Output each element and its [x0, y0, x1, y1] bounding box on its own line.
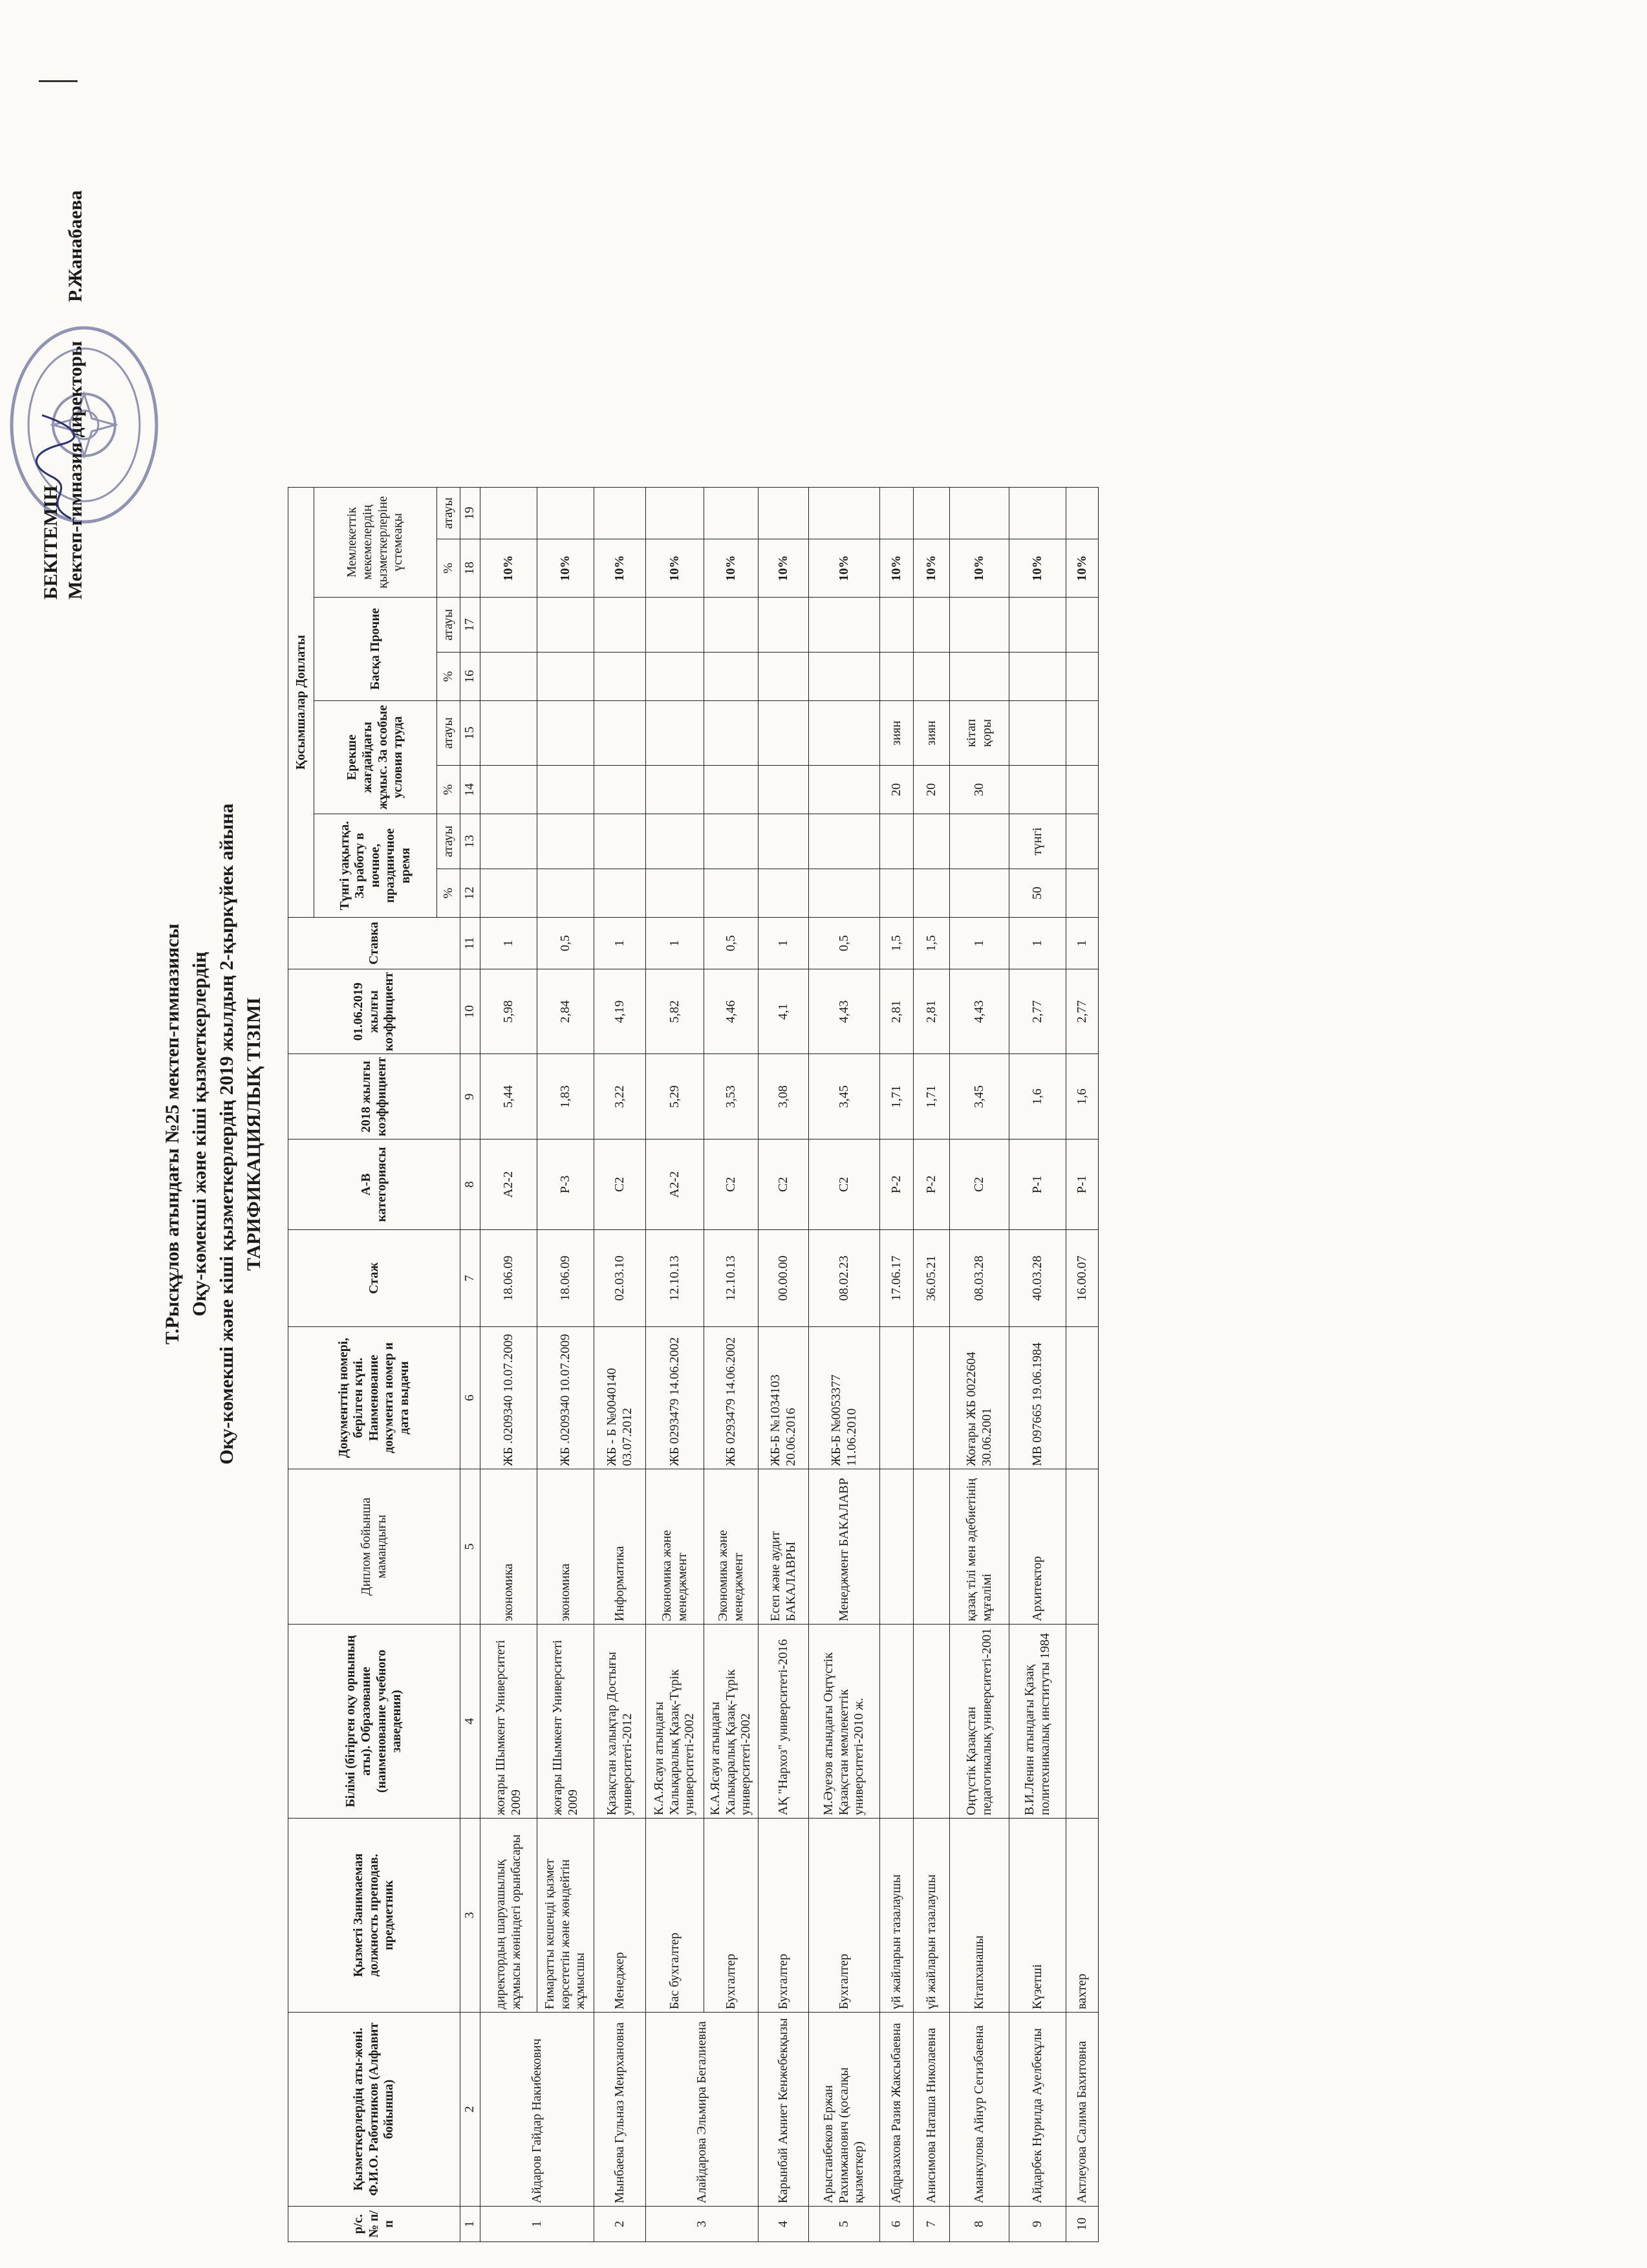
- cell-document: Жоғары ЖБ 0022604 30.06.2001: [950, 1327, 1009, 1469]
- cell-position: Күзетші: [1009, 1819, 1066, 2013]
- header-line-2: Оқу-көмекші және кіші қызметкерлердің: [189, 951, 210, 1317]
- cell-special-name: [759, 701, 809, 766]
- subheader-name: атауы: [437, 814, 460, 869]
- cell-other-name: [646, 598, 704, 653]
- cell-coef-2018: 1,6: [1009, 1054, 1066, 1139]
- cell-position: үй жайларын тазалаушы: [914, 1819, 950, 2013]
- cell-employee-name: Актлеуова Салима Бахитовна: [1066, 2013, 1099, 2207]
- cell-education: АҚ "Нархоз" университеті-2016: [759, 1625, 809, 1819]
- table-row: [809, 488, 880, 2242]
- cell-specialty: [1066, 1469, 1099, 1625]
- cell-employee-name: Анисимова Наташа Николаевна: [914, 2013, 950, 2207]
- cell-stazh: 08.03.28: [950, 1230, 1009, 1327]
- cell-night-name: [914, 814, 950, 869]
- column-number: 18: [460, 539, 480, 598]
- cell-coef-2018: 1,6: [1066, 1054, 1099, 1139]
- cell-education: Оңтүстік Қазақстан педагогикалық университеті-2001: [950, 1625, 1009, 1819]
- cell-special-pct: 30: [950, 766, 1009, 814]
- cell-state-pct: 10%: [1009, 539, 1066, 598]
- cell-night-pct: [646, 869, 704, 918]
- cell-coef-2019: 2,77: [1009, 969, 1066, 1055]
- table-row: [704, 488, 759, 2242]
- column-number: 1: [460, 2207, 480, 2242]
- cell-employee-name: Айдаров Гайдар Накибекович: [480, 2013, 594, 2207]
- cell-night-name: [880, 814, 914, 869]
- cell-special-pct: [1066, 766, 1099, 814]
- cell-coef-2019: 4,46: [704, 969, 759, 1055]
- cell-night-name: [950, 814, 1009, 869]
- cell-coef-2019: 2,81: [914, 969, 950, 1055]
- cell-category: С2: [950, 1139, 1009, 1230]
- column-number: 17: [460, 598, 480, 653]
- cell-category: С2: [759, 1139, 809, 1230]
- cell-category: Р-2: [880, 1139, 914, 1230]
- cell-stazh: 12.10.13: [704, 1230, 759, 1327]
- cell-document: [1066, 1327, 1099, 1469]
- signature: [32, 412, 84, 522]
- table-row: [759, 488, 809, 2242]
- cell-education: К.А.Ясауи атындағы Халықаралық Қазақ-Түрік университеті-2002: [646, 1625, 704, 1819]
- cell-employee-name: Карынбай Акниет Кенжебекқызы: [759, 2013, 809, 2207]
- cell-special-name: зиян: [880, 701, 914, 766]
- cell-special-pct: [594, 766, 646, 814]
- table-row: [1009, 488, 1066, 2242]
- subheader-name: атауы: [437, 701, 460, 766]
- cell-document: ЖБ .0209340 10.07.2009: [537, 1327, 594, 1469]
- cell-special-pct: 20: [880, 766, 914, 814]
- table-body: [480, 488, 1099, 2242]
- cell-category: Р-1: [1066, 1139, 1099, 1230]
- cell-specialty: қазақ тілі мен әдебиетінің мұғалімі: [950, 1469, 1009, 1625]
- column-number: 6: [460, 1327, 480, 1469]
- cell-night-name: [480, 814, 537, 869]
- cell-other-name: [914, 598, 950, 653]
- cell-other-pct: [880, 653, 914, 701]
- column-number: 2: [460, 2013, 480, 2207]
- col-header-specialty: Диплом бойынша мамандығы: [288, 1469, 460, 1625]
- cell-employee-name: Мынбаева Гульназ Меирхановна: [594, 2013, 646, 2207]
- cell-coef-2018: 3,45: [809, 1054, 880, 1139]
- subheader-name: атауы: [437, 488, 460, 539]
- cell-night-name: [646, 814, 704, 869]
- cell-row-number: 2: [594, 2207, 646, 2242]
- cell-state-pct: 10%: [880, 539, 914, 598]
- cell-document: [880, 1327, 914, 1469]
- cell-coef-2018: 5,29: [646, 1054, 704, 1139]
- cell-specialty: Экономика және менеджмент: [704, 1469, 759, 1625]
- cell-education: М.Әуезов атындағы Оңтүстік Қазақстан мемлекеттік университеті-2010 ж.: [809, 1625, 880, 1819]
- cell-specialty: экономика: [480, 1469, 537, 1625]
- cell-state-name: [809, 488, 880, 539]
- cell-row-number: 5: [809, 2207, 880, 2242]
- cell-document: ЖБ 0293479 14.06.2002: [646, 1327, 704, 1469]
- cell-row-number: 7: [914, 2207, 950, 2242]
- cell-state-name: [1009, 488, 1066, 539]
- cell-document: [914, 1327, 950, 1469]
- cell-position: Бас бухгалтер: [646, 1819, 704, 2013]
- cell-other-name: [537, 598, 594, 653]
- cell-other-pct: [950, 653, 1009, 701]
- cell-other-name: [704, 598, 759, 653]
- cell-education: В.И.Ленин атындағы Қазақ политехникалық институты 1984: [1009, 1625, 1066, 1819]
- cell-stazh: 08.02.23: [809, 1230, 880, 1327]
- col-header-num: р/с.№ п/п: [288, 2207, 460, 2242]
- cell-specialty: Экономика және менеджмент: [646, 1469, 704, 1625]
- cell-state-pct: 10%: [480, 539, 537, 598]
- cell-night-name: [594, 814, 646, 869]
- cell-coef-2018: 1,71: [914, 1054, 950, 1139]
- approval-block: [39, 341, 87, 599]
- col-header-rate: Ставка: [288, 918, 460, 969]
- column-number: 4: [460, 1625, 480, 1819]
- cell-night-name: [759, 814, 809, 869]
- col-header-extra-pay: Қосымшалар Доплаты: [288, 488, 314, 918]
- cell-employee-name: Айдарбек Нурилда Ауелбекұлы: [1009, 2013, 1066, 2207]
- cell-rate: 1: [594, 918, 646, 969]
- cell-state-pct: 10%: [704, 539, 759, 598]
- cell-state-pct: 10%: [759, 539, 809, 598]
- cell-row-number: 4: [759, 2207, 809, 2242]
- col-header-state: Мемлекеттік мекемелердің қызметкерлеріне үстемеақы: [314, 488, 437, 598]
- cell-coef-2019: 5,82: [646, 969, 704, 1055]
- cell-row-number: 9: [1009, 2207, 1066, 2242]
- cell-night-pct: [537, 869, 594, 918]
- cell-position: Бухгалтер: [809, 1819, 880, 2013]
- cell-other-name: [950, 598, 1009, 653]
- cell-night-name: [1066, 814, 1099, 869]
- cell-state-pct: 10%: [950, 539, 1009, 598]
- cell-rate: 0,5: [704, 918, 759, 969]
- cell-document: ЖБ 0293479 14.06.2002: [704, 1327, 759, 1469]
- cell-other-pct: [594, 653, 646, 701]
- cell-special-name: [704, 701, 759, 766]
- cell-night-pct: [880, 869, 914, 918]
- cell-coef-2018: 5,44: [480, 1054, 537, 1139]
- col-header-coef-2019: 01.06.2019 жылғы коэффициент: [288, 969, 460, 1055]
- subheader-pct: %: [437, 766, 460, 814]
- cell-coef-2019: 4,19: [594, 969, 646, 1055]
- cell-stazh: 02.03.10: [594, 1230, 646, 1327]
- cell-specialty: экономика: [537, 1469, 594, 1625]
- cell-night-name: түнгі: [1009, 814, 1066, 869]
- cell-education: жоғары Шымкент Университеті 2009: [480, 1625, 537, 1819]
- cell-state-pct: 10%: [646, 539, 704, 598]
- cell-education: [880, 1625, 914, 1819]
- cell-other-pct: [809, 653, 880, 701]
- cell-other-pct: [480, 653, 537, 701]
- cell-special-name: [1066, 701, 1099, 766]
- cell-state-pct: 10%: [914, 539, 950, 598]
- cell-special-name: [480, 701, 537, 766]
- col-header-category: А-В категориясы: [288, 1139, 460, 1230]
- table-row: [914, 488, 950, 2242]
- cell-position: вахтер: [1066, 1819, 1099, 2013]
- cell-special-pct: [480, 766, 537, 814]
- cell-state-pct: 10%: [537, 539, 594, 598]
- cell-night-pct: [480, 869, 537, 918]
- cell-document: ЖБ-Б №0053377 11.06.2010: [809, 1327, 880, 1469]
- column-number: 3: [460, 1819, 480, 2013]
- cell-other-name: [880, 598, 914, 653]
- cell-other-pct: [1066, 653, 1099, 701]
- cell-state-name: [704, 488, 759, 539]
- col-header-name: Қызметкерлердің аты-жөні. Ф.И.О. Работников (Алфавит бойынша): [288, 2013, 460, 2207]
- cell-special-name: кітап қоры: [950, 701, 1009, 766]
- cell-coef-2019: 2,81: [880, 969, 914, 1055]
- col-header-document: Документтің номері, берілген күні. Наименование документа номер и дата выдачи: [288, 1327, 460, 1469]
- cell-state-name: [759, 488, 809, 539]
- subheader-name: атауы: [437, 598, 460, 653]
- column-number: 9: [460, 1054, 480, 1139]
- cell-special-name: зиян: [914, 701, 950, 766]
- table-row: [537, 488, 594, 2242]
- cell-other-pct: [914, 653, 950, 701]
- cell-state-name: [646, 488, 704, 539]
- cell-night-pct: [809, 869, 880, 918]
- table-row: [880, 488, 914, 2242]
- cell-state-pct: 10%: [594, 539, 646, 598]
- col-header-position: Қызметі Занимаемая должность преподав. предметник: [288, 1819, 460, 2013]
- cell-other-name: [1066, 598, 1099, 653]
- cell-other-pct: [646, 653, 704, 701]
- cell-night-name: [537, 814, 594, 869]
- cell-special-pct: [704, 766, 759, 814]
- column-number: 5: [460, 1469, 480, 1625]
- cell-special-pct: [646, 766, 704, 814]
- cell-row-number: 10: [1066, 2207, 1099, 2242]
- column-number: 13: [460, 814, 480, 869]
- cell-stazh: 18.06.09: [537, 1230, 594, 1327]
- cell-other-name: [594, 598, 646, 653]
- cell-rate: 0,5: [537, 918, 594, 969]
- cell-coef-2018: 1,71: [880, 1054, 914, 1139]
- cell-row-number: 6: [880, 2207, 914, 2242]
- cell-other-name: [1009, 598, 1066, 653]
- cell-special-pct: 20: [914, 766, 950, 814]
- col-header-night: Түнгі уақытқа. За работу в ночное, праздничное время: [314, 814, 437, 918]
- cell-position: директордың шаруашылық жұмысы жөніндегі орынбасары: [480, 1819, 537, 2013]
- approval-label: БЕКІТЕМІН: [40, 485, 61, 599]
- cell-state-name: [914, 488, 950, 539]
- cell-night-pct: [704, 869, 759, 918]
- cell-stazh: 16.00.07: [1066, 1230, 1099, 1327]
- cell-category: С2: [809, 1139, 880, 1230]
- cell-position: Ғимаратты кешенді қызмет көрсететін және жөндейтін жұмысшы: [537, 1819, 594, 2013]
- cell-stazh: 12.10.13: [646, 1230, 704, 1327]
- table-row: [594, 488, 646, 2242]
- cell-rate: 1: [1009, 918, 1066, 969]
- cell-state-name: [950, 488, 1009, 539]
- cell-other-pct: [759, 653, 809, 701]
- cell-document: ЖБ .0209340 10.07.2009: [480, 1327, 537, 1469]
- cell-special-pct: [759, 766, 809, 814]
- cell-night-pct: 50: [1009, 869, 1066, 918]
- cell-stazh: 17.06.17: [880, 1230, 914, 1327]
- cell-category: Р-1: [1009, 1139, 1066, 1230]
- subheader-pct: %: [437, 653, 460, 701]
- cell-state-name: [537, 488, 594, 539]
- document-title: ТАРИФИКАЦИЯЛЫҚ ТІЗІМІ: [243, 997, 264, 1271]
- subheader-pct: %: [437, 539, 460, 598]
- cell-rate: 1: [480, 918, 537, 969]
- cell-specialty: Менеджмент БАКАЛАВР: [809, 1469, 880, 1625]
- cell-rate: 1: [646, 918, 704, 969]
- cell-specialty: [880, 1469, 914, 1625]
- cell-coef-2018: 1,83: [537, 1054, 594, 1139]
- cell-state-pct: 10%: [809, 539, 880, 598]
- cell-special-name: [537, 701, 594, 766]
- cell-rate: 1: [1066, 918, 1099, 969]
- col-header-stazh: Стаж: [288, 1230, 460, 1327]
- header-line-1: Т.Рысқұлов атындағы №25 мектеп-гимназиясы: [162, 923, 183, 1345]
- cell-special-pct: [537, 766, 594, 814]
- cell-rate: 1,5: [914, 918, 950, 969]
- cell-coef-2019: 2,84: [537, 969, 594, 1055]
- cell-special-pct: [809, 766, 880, 814]
- cell-special-name: [594, 701, 646, 766]
- cell-coef-2018: 3,45: [950, 1054, 1009, 1139]
- cell-category: А2-2: [480, 1139, 537, 1230]
- cell-row-number: 8: [950, 2207, 1009, 2242]
- cell-education: К.А.Ясауи атындағы Халықаралық Қазақ-Түрік университеті-2002: [704, 1625, 759, 1819]
- column-number: 15: [460, 701, 480, 766]
- cell-position: Кітапханашы: [950, 1819, 1009, 2013]
- table-row: [950, 488, 1009, 2242]
- column-number-row: [460, 488, 480, 2242]
- subheader-pct: %: [437, 869, 460, 918]
- cell-category: Р-2: [914, 1139, 950, 1230]
- cell-coef-2018: 3,08: [759, 1054, 809, 1139]
- cell-category: С2: [704, 1139, 759, 1230]
- cell-night-name: [809, 814, 880, 869]
- table-row: [480, 488, 537, 2242]
- cell-document: МВ 097665 19.06.1984: [1009, 1327, 1066, 1469]
- cell-position: Бухгалтер: [759, 1819, 809, 2013]
- cell-rate: 0,5: [809, 918, 880, 969]
- cell-state-pct: 10%: [1066, 539, 1099, 598]
- cell-rate: 1,5: [880, 918, 914, 969]
- column-number: 8: [460, 1139, 480, 1230]
- cell-document: ЖБ - Б №0040140 03.07.2012: [594, 1327, 646, 1469]
- cell-night-pct: [950, 869, 1009, 918]
- cell-specialty: [914, 1469, 950, 1625]
- cell-specialty: Есеп және аудит БАКАЛАВРЫ: [759, 1469, 809, 1625]
- table-row: [1066, 488, 1099, 2242]
- cell-coef-2018: 3,53: [704, 1054, 759, 1139]
- cell-specialty: Информатика: [594, 1469, 646, 1625]
- cell-other-pct: [1009, 653, 1066, 701]
- cell-special-pct: [1009, 766, 1066, 814]
- cell-education: жоғары Шымкент Университеті 2009: [537, 1625, 594, 1819]
- cell-coef-2019: 4,1: [759, 969, 809, 1055]
- cell-state-name: [480, 488, 537, 539]
- approval-position: Мектеп-гимназия директоры: [64, 341, 86, 599]
- cell-other-name: [809, 598, 880, 653]
- director-name: Р.Жанабаева: [65, 190, 86, 302]
- cell-state-name: [594, 488, 646, 539]
- cell-stazh: 18.06.09: [480, 1230, 537, 1327]
- col-header-other: Басқа Прочие: [314, 598, 437, 701]
- cell-document: ЖБ-Б №1034103 20.06.2016: [759, 1327, 809, 1469]
- cell-employee-name: Абдразахова Разия Жаксыбаевна: [880, 2013, 914, 2207]
- cell-other-pct: [537, 653, 594, 701]
- cell-stazh: 00.00.00: [759, 1230, 809, 1327]
- column-number: 10: [460, 969, 480, 1055]
- cell-night-pct: [594, 869, 646, 918]
- cell-stazh: 40.03.28: [1009, 1230, 1066, 1327]
- col-header-special: Ерекше жағдайдағы жұмыс. За особые условия труда: [314, 701, 437, 814]
- cell-row-number: 3: [646, 2207, 759, 2242]
- cell-special-name: [809, 701, 880, 766]
- cell-education: [914, 1625, 950, 1819]
- cell-employee-name: Алайдарова Эльмира Бегалиевна: [646, 2013, 759, 2207]
- cell-coef-2019: 2,77: [1066, 969, 1099, 1055]
- cell-night-pct: [914, 869, 950, 918]
- cell-position: Менеджер: [594, 1819, 646, 2013]
- cell-night-pct: [1066, 869, 1099, 918]
- column-number: 19: [460, 488, 480, 539]
- column-number: 16: [460, 653, 480, 701]
- cell-education: Қазақстан халықтар Достығы университеті-2012: [594, 1625, 646, 1819]
- column-number: 12: [460, 869, 480, 918]
- cell-rate: 1: [950, 918, 1009, 969]
- cell-other-pct: [704, 653, 759, 701]
- cell-employee-name: Аманкулова Айнур Сегизбаевна: [950, 2013, 1009, 2207]
- cell-special-name: [646, 701, 704, 766]
- cell-category: А2-2: [646, 1139, 704, 1230]
- cell-special-name: [1009, 701, 1066, 766]
- cell-row-number: 1: [480, 2207, 594, 2242]
- col-header-coef-2018: 2018 жылғы коэффициент: [288, 1054, 460, 1139]
- cell-stazh: 36.05.21: [914, 1230, 950, 1327]
- cell-night-pct: [759, 869, 809, 918]
- column-number: 7: [460, 1230, 480, 1327]
- column-number: 11: [460, 918, 480, 969]
- cell-other-name: [759, 598, 809, 653]
- cell-state-name: [880, 488, 914, 539]
- cell-coef-2019: 5,98: [480, 969, 537, 1055]
- cell-employee-name: Арыстанбеков Ержан Рахимжанович (қосалқы қызметкер): [809, 2013, 880, 2207]
- cell-coef-2018: 3,22: [594, 1054, 646, 1139]
- cell-position: Бухгалтер: [704, 1819, 759, 2013]
- binding-mark: [39, 80, 78, 82]
- header-line-3: Оқу-көмекші және кіші қызметкерлердің 2019 жылдың 2-қыркүйек айына: [216, 803, 237, 1465]
- cell-education: [1066, 1625, 1099, 1819]
- table-row: [646, 488, 704, 2242]
- cell-other-name: [480, 598, 537, 653]
- col-header-education: Білімі (бітірген оқу орнының аты). Образование (наименование учебного заведения): [288, 1625, 460, 1819]
- cell-category: С2: [594, 1139, 646, 1230]
- cell-rate: 1: [759, 918, 809, 969]
- tariff-table: [288, 487, 1099, 2242]
- column-number: 14: [460, 766, 480, 814]
- cell-coef-2019: 4,43: [950, 969, 1009, 1055]
- cell-category: Р-3: [537, 1139, 594, 1230]
- cell-night-name: [704, 814, 759, 869]
- cell-state-name: [1066, 488, 1099, 539]
- cell-coef-2019: 4,43: [809, 969, 880, 1055]
- cell-specialty: Архитектор: [1009, 1469, 1066, 1625]
- cell-position: үй жайларын тазалаушы: [880, 1819, 914, 2013]
